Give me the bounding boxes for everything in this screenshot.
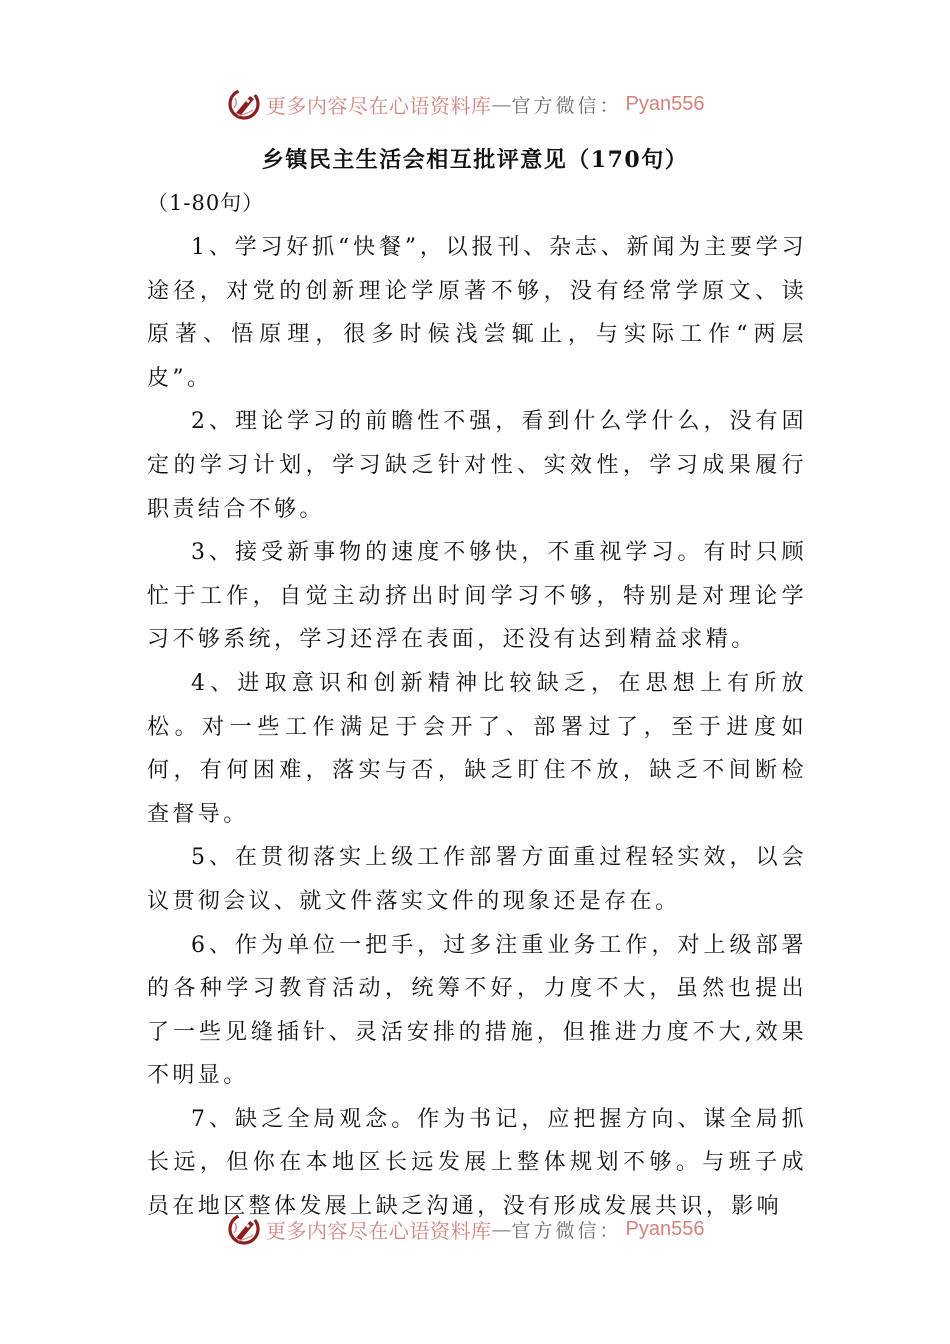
watermark-site-text: 更多内容尽在心语资料库	[266, 93, 492, 118]
paragraph-2: 2、理论学习的前瞻性不强，看到什么学什么，没有固定的学习计划，学习缺乏针对性、实效性，学习成果履行职责结合不够。	[147, 409, 807, 522]
paragraph-5: 5、在贯彻落实上级工作部署方面重过程轻实效，以会议贯彻会议、就文件落实文件的现象还是存在。	[147, 845, 807, 914]
watermark-wechat-label: 官方微信：	[511, 1219, 622, 1242]
paragraph-3: 3、接受新事物的速度不够快，不重视学习。有时只顾忙于工作，自觉主动挤出时间学习不够，特别是对理论学习不够系统，学习还浮在表面，还没有达到精益求精。	[147, 540, 807, 653]
footer-watermark	[226, 1209, 726, 1249]
watermark-site-text: 更多内容尽在心语资料库	[266, 1218, 492, 1243]
watermark-wechat-id: Pyan556	[625, 92, 705, 115]
watermark-wechat-label: 官方微信：	[511, 94, 622, 117]
paragraph-7: 7、缺乏全局观念。作为书记，应把握方向、谋全局抓长远，但你在本地区长远发展上整体规划不够。与班子成员在地区整体发展上缺乏沟通，没有形成发展共识，影响	[147, 1106, 807, 1220]
document-body	[147, 226, 807, 1229]
watermark-wechat-id: Pyan556	[625, 1217, 705, 1240]
quill-pen-logo-icon	[226, 86, 262, 122]
watermark-dash: —	[491, 92, 512, 116]
watermark-dash: —	[491, 1217, 512, 1241]
document-title: 乡镇民主生活会相互批评意见（170句）	[261, 147, 689, 173]
header-watermark	[226, 84, 726, 124]
paragraph-4: 4、进取意识和创新精神比较缺乏，在思想上有所放松。对一些工作满足于会开了、部署过了，至于进度如何，有何困难，落实与否，缺乏盯住不放，缺乏不间断检查督导。	[147, 670, 807, 827]
paragraph-6: 6、作为单位一把手，过多注重业务工作，对上级部署的各种学习教育活动，统筹不好，力度不大，虽然也提出了一些见缝插针、灵活安排的措施，但推进力度不大,效果不明显。	[147, 932, 807, 1089]
paragraph-1: 1、学习好抓“快餐”，以报刊、杂志、新闻为主要学习途径，对党的创新理论学原著不够，没有经常学原文、读原著、悟原理，很多时候浅尝辄止，与实际工作“两层皮”。	[147, 235, 807, 391]
quill-pen-logo-icon	[226, 1211, 262, 1247]
document-subtitle: （1-80句）	[147, 191, 265, 215]
